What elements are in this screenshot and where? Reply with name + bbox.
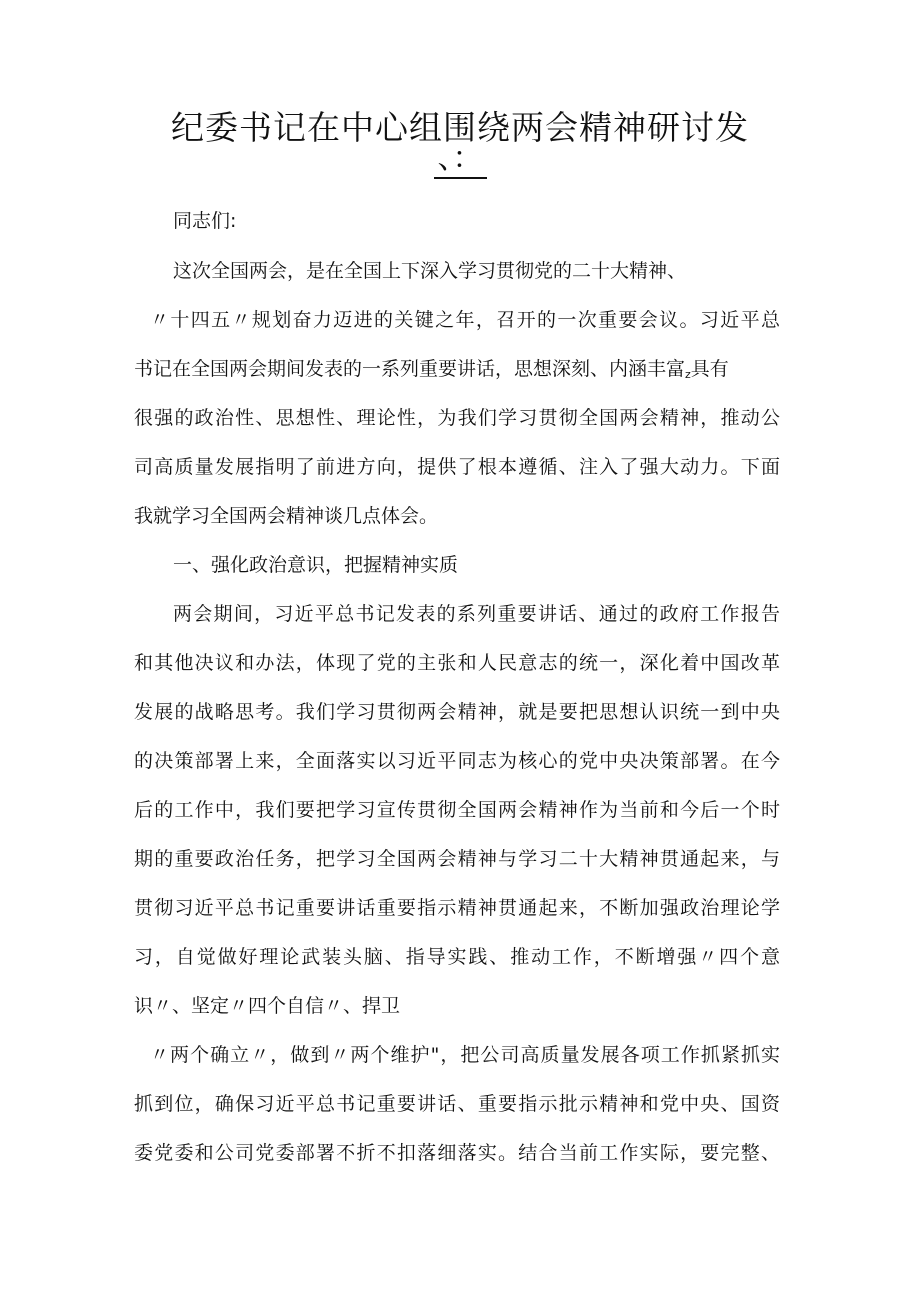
paragraph-line: 抓到位，确保习近平总书记重要讲话、重要指示批示精神和党中央、国资	[134, 1093, 780, 1115]
document-title-continuation	[0, 141, 920, 179]
paragraph-line: 〃十四五〃规划奋力迈进的关键之年，召开的一次重要会议。习近平总	[150, 309, 780, 331]
section-heading: 一、强化政治意识，把握精神实质	[173, 554, 459, 576]
paragraph-line	[134, 357, 780, 387]
title-continuation-text: 、：	[434, 141, 487, 179]
paragraph-line: 〃两个确立〃，做到〃两个维护"，把公司高质量发展各项工作抓紧抓实	[150, 1044, 780, 1066]
paragraph-line: 习，自觉做好理论武装头脑、指导实践、推动工作，不断增强〃四个意	[134, 946, 780, 968]
paragraph-line: 两会期间，习近平总书记发表的系列重要讲话、通过的政府工作报告	[173, 603, 780, 625]
paragraph-line: 后的工作中，我们要把学习宣传贯彻全国两会精神作为当前和今后一个时	[134, 799, 780, 821]
paragraph-line: 期的重要政治任务，把学习全国两会精神与学习二十大精神贯通起来，与	[134, 848, 780, 870]
paragraph-line: 这次全国两会，是在全国上下深入学习贯彻党的二十大精神、	[173, 260, 687, 282]
paragraph-line: 识〃、坚定〃四个自信〃、捍卫	[134, 995, 401, 1017]
paragraph-line: 的决策部署上来，全面落实以习近平同志为核心的党中央决策部署。在今	[134, 750, 780, 772]
stray-mark: z	[685, 368, 691, 381]
salutation: 同志们:	[173, 210, 237, 232]
paragraph-line-text: 书记在全国两会期间发表的一系列重要讲话，思想深刻、内涵丰富	[134, 358, 686, 380]
paragraph-line: 司高质量发展指明了前进方向，提供了根本遵循、注入了强大动力。下面	[134, 456, 780, 478]
paragraph-line: 和其他决议和办法，体现了党的主张和人民意志的统一，深化着中国改革	[134, 652, 780, 674]
paragraph-line-text: 具有	[690, 358, 729, 380]
paragraph-line: 贯彻习近平总书记重要讲话重要指示精神贯通起来，不断加强政治理论学	[134, 897, 780, 919]
paragraph-line: 我就学习全国两会精神谈几点体会。	[134, 505, 439, 527]
paragraph-line: 很强的政治性、思想性、理论性，为我们学习贯彻全国两会精神，推动公	[134, 407, 780, 429]
document-title: 纪委书记在中心组围绕两会精神研讨发	[171, 108, 749, 147]
paragraph-line: 委党委和公司党委部署不折不扣落细落实。结合当前工作实际，要完整、	[134, 1142, 780, 1164]
paragraph-line: 发展的战略思考。我们学习贯彻两会精神，就是要把思想认识统一到中央	[134, 701, 780, 723]
